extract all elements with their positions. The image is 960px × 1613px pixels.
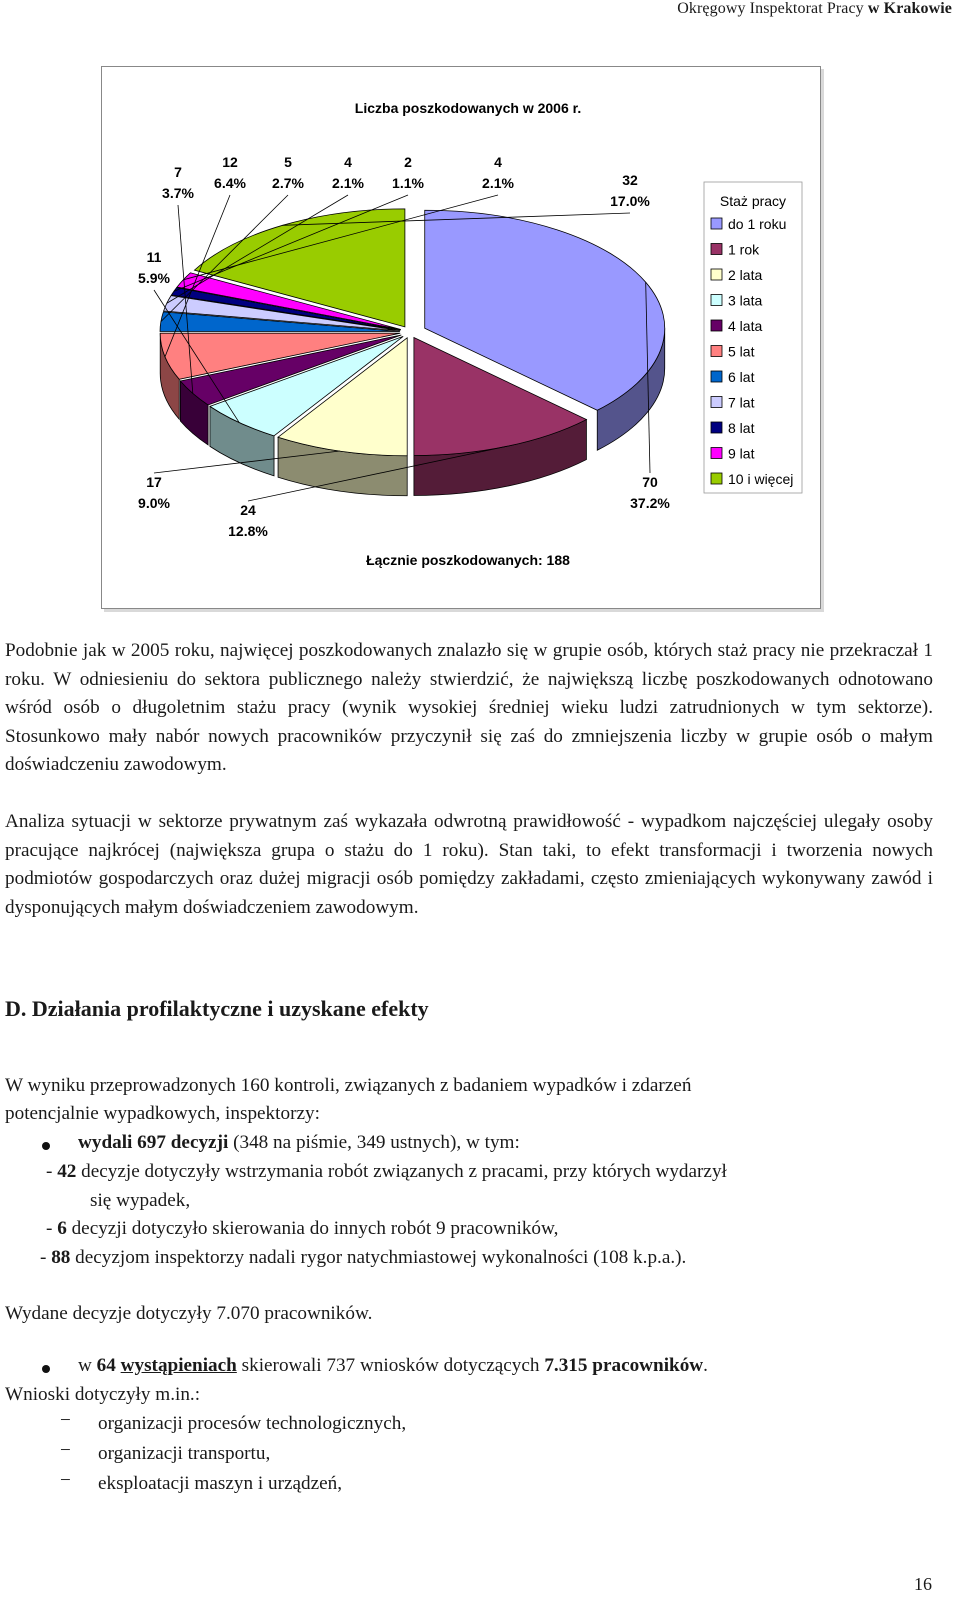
motions-workers: 7.315 pracowników xyxy=(544,1355,704,1376)
legend-swatch xyxy=(711,448,722,459)
bullet-decisions xyxy=(78,1129,960,1158)
data-label-value: 24 xyxy=(240,502,256,518)
sub-item-text: decyzje dotyczyły wstrzymania robót związanych z pracami, przy których wydarzył xyxy=(76,1161,727,1182)
section-heading-d: D. Działania profilaktyczne i uzyskane efekty xyxy=(5,996,429,1021)
data-label-percent: 5.9% xyxy=(138,270,170,286)
conclusion-item: eksploatacji maszyn i urządzeń, xyxy=(98,1473,343,1494)
paragraph-tenure: Podobnie jak w 2005 roku, najwięcej poszkodowanych znalazło się w grupie osób, których staż pracy nie przekraczał 1 roku. W odniesieniu do sektora publicznego należy stwierdzić, że największą liczbę poszkodowanych odnotowano wśród osób o długoletnim stażu pracy (wynik wysokiej średniej wieku ludzi zatrudnionych w tym sektorze). Stosunkowo mały nabór nowych pracowników przyczynił się zaś do zmniejszenia liczby w grupie osób o małym doświadczeniu zawodowym. xyxy=(5,640,933,775)
data-label-percent: 3.7% xyxy=(162,185,194,201)
data-label-percent: 2.1% xyxy=(482,175,514,191)
conclusion-item: organizacji transportu, xyxy=(98,1443,271,1464)
bullet-motions xyxy=(78,1352,960,1381)
bullet-dot xyxy=(42,1365,50,1373)
header-institution: Okręgowy Inspektorat Pracy xyxy=(677,0,868,17)
legend-label: do 1 roku xyxy=(728,216,787,232)
sub-item-6 xyxy=(46,1215,960,1244)
conclusions-intro: Wnioski dotyczyły m.in.: xyxy=(5,1384,201,1405)
data-label-value: 17 xyxy=(146,474,162,490)
legend-label: 7 lat xyxy=(728,394,755,411)
decisions-summary: Wydane decyzje dotyczyły 7.070 pracowników. xyxy=(5,1303,373,1324)
legend-swatch xyxy=(711,295,722,306)
intro-line-2: potencjalnie wypadkowych, inspektorzy: xyxy=(5,1103,320,1124)
legend-swatch xyxy=(711,269,722,280)
legend-swatch xyxy=(711,346,722,357)
sub-item-text: decyzjom inspektorzy nadali rygor natychmiastowej wykonalności (108 k.p.a.). xyxy=(70,1247,687,1268)
legend-swatch xyxy=(711,371,722,382)
legend-swatch xyxy=(711,473,722,484)
data-label-value: 12 xyxy=(222,154,238,170)
legend-label: 4 lata xyxy=(728,318,763,334)
decisions-detail: (348 na piśmie, 349 ustnych), w tym: xyxy=(228,1132,520,1153)
sub-item-prefix: - xyxy=(46,1161,58,1182)
page-header xyxy=(677,0,952,18)
data-label-percent: 12.8% xyxy=(228,523,268,539)
dash-marker: − xyxy=(60,1470,71,1491)
data-label-value: 70 xyxy=(642,474,658,490)
motions-count: 64 xyxy=(96,1355,116,1376)
sub-item-prefix: - xyxy=(40,1247,52,1268)
legend-label: 9 lat xyxy=(728,445,755,462)
sub-item-number: 42 xyxy=(57,1161,77,1182)
dash-marker: − xyxy=(60,1440,71,1461)
legend-label: 10 i więcej xyxy=(728,471,794,487)
legend-swatch xyxy=(711,422,722,433)
header-city: w Krakowie xyxy=(867,0,952,17)
legend-label: 6 lat xyxy=(728,369,755,385)
pie-chart xyxy=(102,67,820,608)
sub-item-text: decyzji dotyczyło skierowania do innych robót 9 pracowników, xyxy=(66,1218,559,1239)
paragraph-private-sector: Analiza sytuacji w sektorze prywatnym zaś wykazała odwrotną prawidłowość - wypadkom najczęściej ulegały osoby pracujące najkrócej (największa grupa o stażu do 1 roku). Stan taki, to efekt transformacji i tworzenia nowych podmiotów gospodarczych oraz dużej migracji osób pomiędzy zakładami, często zmieniających wykonywany zawód i dysponujących małym doświadczeniem zawodowym. xyxy=(5,811,933,918)
pie-slices xyxy=(160,209,665,496)
sub-item-42 xyxy=(46,1158,960,1187)
chart-total: Łącznie poszkodowanych: 188 xyxy=(366,552,570,568)
data-label-value: 4 xyxy=(344,154,352,170)
legend-label: 8 lat xyxy=(728,420,755,436)
sub-item-prefix: - xyxy=(46,1218,58,1239)
sub-item-88 xyxy=(40,1244,960,1273)
data-label-value: 4 xyxy=(494,154,502,170)
decisions-count: wydali 697 decyzji xyxy=(78,1132,229,1153)
legend-swatch xyxy=(711,218,722,229)
bullet-dot xyxy=(42,1142,50,1150)
data-label-percent: 1.1% xyxy=(392,175,424,191)
legend-swatch xyxy=(711,397,722,408)
chart-title: Liczba poszkodowanych w 2006 r. xyxy=(354,100,582,116)
chart-legend xyxy=(704,182,802,493)
motions-detail: skierowali 737 wniosków dotyczących xyxy=(236,1355,545,1376)
data-label-percent: 37.2% xyxy=(630,495,670,511)
motions-term: wystąpieniach xyxy=(120,1355,237,1376)
intro-line-1: W wyniku przeprowadzonych 160 kontroli, związanych z badaniem wypadków i zdarzeń xyxy=(5,1075,692,1096)
data-label-percent: 9.0% xyxy=(138,495,170,511)
legend-label: 5 lat xyxy=(728,343,755,360)
data-label-percent: 6.4% xyxy=(214,175,246,191)
legend-swatch xyxy=(711,244,722,255)
data-label-value: 32 xyxy=(622,172,638,188)
dash-marker: − xyxy=(60,1410,71,1431)
data-label-percent: 2.1% xyxy=(332,175,364,191)
legend-label: 1 rok xyxy=(728,241,760,258)
sub-item-number: 6 xyxy=(57,1218,67,1239)
data-label-percent: 2.7% xyxy=(272,175,304,191)
data-label-value: 11 xyxy=(146,249,162,265)
legend-title: Staż pracy xyxy=(719,193,787,209)
conclusion-item: organizacji procesów technologicznych, xyxy=(98,1413,407,1434)
motions-prefix: w xyxy=(78,1355,97,1376)
legend-label: 2 lata xyxy=(728,267,763,283)
page-number: 16 xyxy=(914,1574,932,1594)
motions-end: . xyxy=(703,1355,708,1376)
data-label-percent: 17.0% xyxy=(610,193,650,209)
sub-item-number: 88 xyxy=(51,1247,71,1268)
legend-label: 3 lata xyxy=(728,292,763,309)
data-label-value: 5 xyxy=(284,154,292,170)
data-label-value: 2 xyxy=(404,154,412,170)
legend-swatch xyxy=(711,320,722,331)
data-label-value: 7 xyxy=(174,164,182,180)
sub-item-42-continuation: się wypadek, xyxy=(90,1190,191,1211)
chart-frame xyxy=(101,66,821,609)
